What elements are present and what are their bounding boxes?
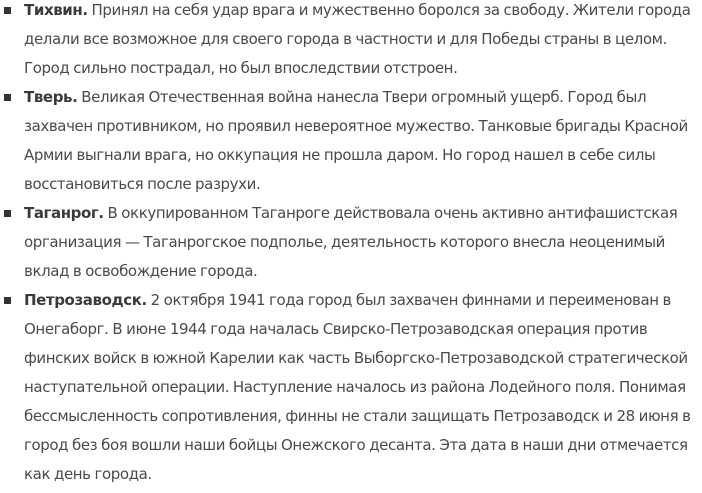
- list-item-tver: [0, 83, 702, 199]
- list-item-tikhvin: [0, 0, 702, 83]
- city-name: Тихвин.: [24, 1, 88, 19]
- item-text: Принял на себя удар врага и мужественно боролся за свободу. Жители города делали все возможное для своего города в частности и для Победы страны в целом. Город сильно пострадал, но был впоследствии отстроен.: [24, 1, 691, 77]
- list-item-petrozavodsk: [0, 286, 702, 489]
- city-name: Таганрог.: [24, 204, 104, 222]
- list-item-taganrog: [0, 199, 702, 286]
- city-name: Тверь.: [24, 88, 78, 106]
- item-text: Великая Отечественная война нанесла Твери огромный ущерб. Город был захвачен противником, но проявил невероятное мужество. Танковые бригады Красной Армии выгнали врага, но оккупация не прошла даром. Но город нашел в себе силы восстановиться после разрухи.: [24, 88, 688, 193]
- square-bullet-icon: [4, 210, 11, 217]
- square-bullet-icon: [4, 7, 11, 14]
- city-name: Петрозаводск.: [24, 291, 147, 309]
- item-text: В оккупированном Таганроге действовала очень активно антифашистская организация — Таганрогское подполье, деятельность которого внесла неоценимый вклад в освобождение города.: [24, 204, 678, 280]
- item-text: 2 октября 1941 года город был захвачен финнами и переименован в Онегаборг. В июне 1944 года началась Свирско-Петрозаводская операция против финских войск в южной Карелии как часть Выборгско-Петрозаводской стратегической наступательной операции. Наступление началось из района Лодейного поля. Понимая бессмысленность сопротивления, финны не стали защищать Петрозаводск и 28 июня в город без боя вошли наши бойцы Онежского десанта. Эта дата в наши дни отмечается как день города.: [24, 291, 691, 483]
- square-bullet-icon: [4, 297, 11, 304]
- square-bullet-icon: [4, 94, 11, 101]
